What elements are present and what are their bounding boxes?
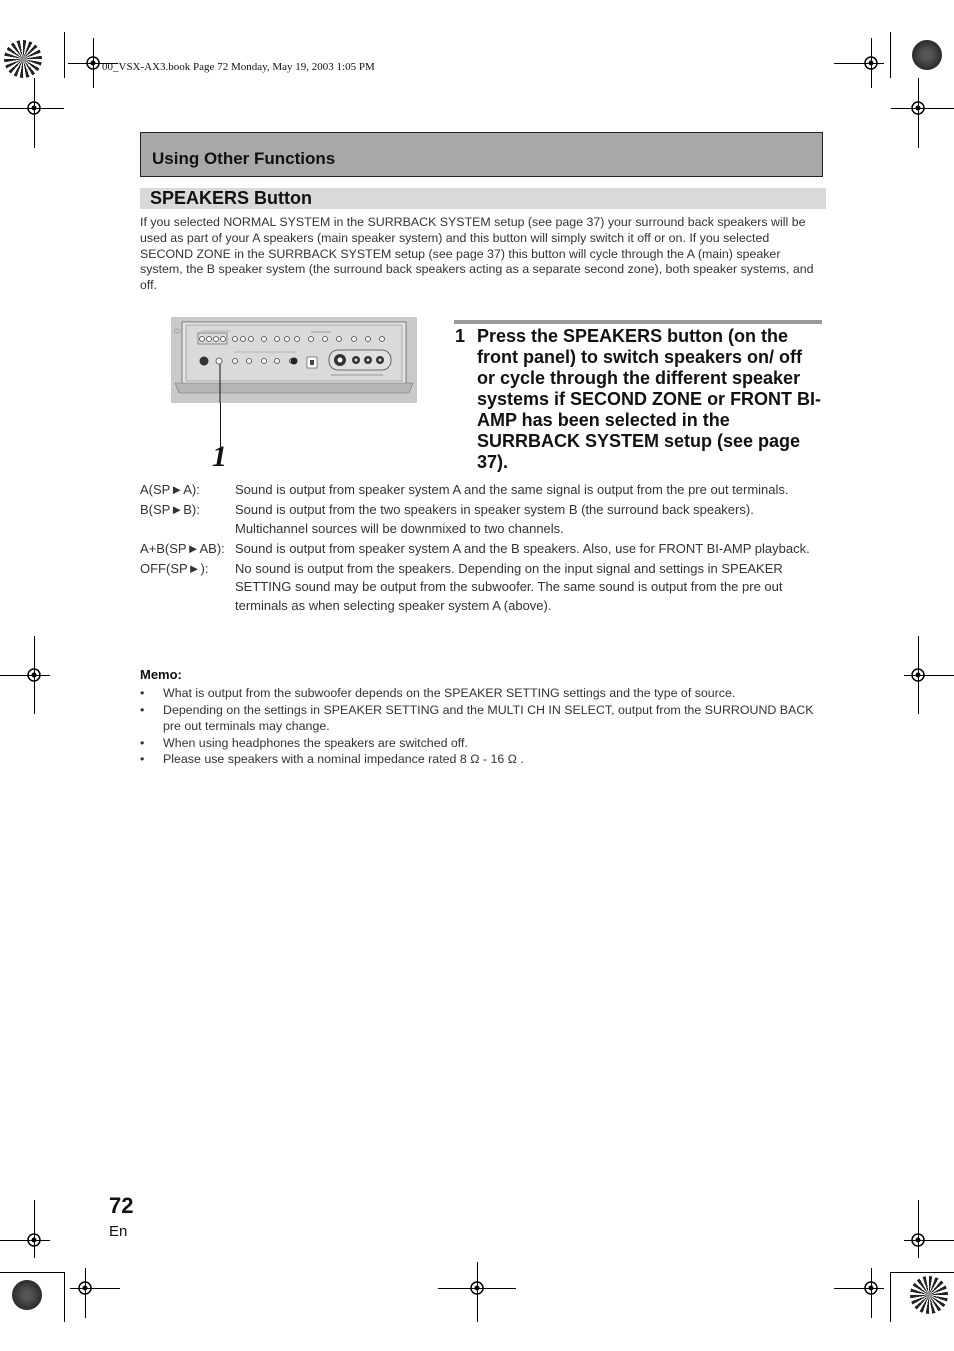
- memo-title: Memo:: [140, 667, 182, 682]
- intro-paragraph: If you selected NORMAL SYSTEM in the SURRBACK SYSTEM setup (see page 37) your surround back speakers will be used as part of your A speakers (main speaker system) and this button will simply switch it off or on. If you selected SECOND ZONE in the SURRBACK SYSTEM setup (see page 37) this button will cycle through the A (main) speaker system, the B speaker system (the surround back speakers acting as a separate second zone), both speaker systems, and off.: [140, 215, 814, 293]
- memo-list: [140, 685, 826, 768]
- print-header: 00_VSX-AX3.book Page 72 Monday, May 19, 2003 1:05 PM: [102, 61, 375, 73]
- step-divider: [454, 320, 822, 324]
- memo-item: [140, 702, 826, 735]
- step-instruction: Press the SPEAKERS button (on the front panel) to switch speakers on/ off or cycle through the different speaker systems if SECOND ZONE or FRONT BI-AMP has been selected in the SURRBACK SYSTEM setup (see page 37).: [477, 326, 822, 472]
- memo-item: [140, 735, 826, 752]
- section-header: [140, 188, 826, 209]
- memo-item: [140, 685, 826, 702]
- crosshair-icon: [85, 55, 101, 71]
- bullet-icon: •: [140, 735, 145, 750]
- callout-number: 1: [212, 440, 227, 473]
- crosshair-icon: [863, 55, 879, 71]
- speaker-mode-list: [140, 481, 826, 617]
- mode-row: [140, 481, 826, 500]
- section-title: SPEAKERS Button: [150, 188, 312, 208]
- step-number: 1: [455, 326, 466, 346]
- mode-term: B(SP►B):: [140, 502, 200, 517]
- memo-text: Depending on the settings in SPEAKER SETTING and the MULTI CH IN SELECT, output from the SURROUND BACK pre out terminals may change.: [163, 702, 814, 733]
- front-panel-illustration: [171, 317, 417, 403]
- mode-description: No sound is output from the speakers. Depending on the input signal and settings in SPEAKER SETTING sound may be output from the subwoofer. The same sound is output from the pre out terminals as when selecting speaker system A (above).: [235, 560, 783, 613]
- crosshair-icon: [469, 1280, 485, 1296]
- mode-description: Sound is output from the two speakers in speaker system B (the surround back speakers). Multichannel sources will be downmixed to two channels.: [235, 502, 754, 536]
- registration-target-icon: [912, 40, 942, 70]
- mode-description: Sound is output from speaker system A and the same signal is output from the pre out terminals.: [235, 482, 789, 497]
- mode-term: A+B(SP►AB):: [140, 540, 225, 556]
- mode-row: [140, 540, 826, 559]
- crosshair-icon: [77, 1280, 93, 1296]
- page-number: 72: [109, 1193, 134, 1218]
- page-language: En: [109, 1223, 128, 1240]
- mode-row: [140, 501, 826, 538]
- bullet-icon: •: [140, 702, 145, 717]
- memo-text: Please use speakers with a nominal impedance rated 8 Ω - 16 Ω .: [163, 752, 524, 766]
- crosshair-icon: [26, 1232, 42, 1248]
- chapter-header: [140, 132, 823, 177]
- memo-text: When using headphones the speakers are switched off.: [163, 735, 468, 750]
- chapter-title: Using Other Functions: [152, 149, 336, 168]
- memo-item: [140, 751, 826, 768]
- crosshair-icon: [26, 100, 42, 116]
- registration-target-icon: [910, 1276, 948, 1314]
- bullet-icon: •: [140, 686, 145, 700]
- mode-row: [140, 560, 826, 616]
- mode-term: OFF(SP►):: [140, 560, 209, 576]
- bullet-icon: •: [140, 752, 145, 766]
- crosshair-icon: [863, 1280, 879, 1296]
- mode-description: Sound is output from speaker system A and the B speakers. Also, use for FRONT BI-AMP playback.: [235, 540, 810, 556]
- crosshair-icon: [910, 667, 926, 683]
- memo-text: What is output from the subwoofer depends on the SPEAKER SETTING settings and the type of source.: [163, 686, 736, 700]
- registration-target-icon: [4, 40, 42, 78]
- crosshair-icon: [26, 667, 42, 683]
- crosshair-icon: [910, 100, 926, 116]
- mode-term: A(SP►A):: [140, 482, 200, 497]
- registration-target-icon: [12, 1280, 42, 1310]
- crosshair-icon: [910, 1232, 926, 1248]
